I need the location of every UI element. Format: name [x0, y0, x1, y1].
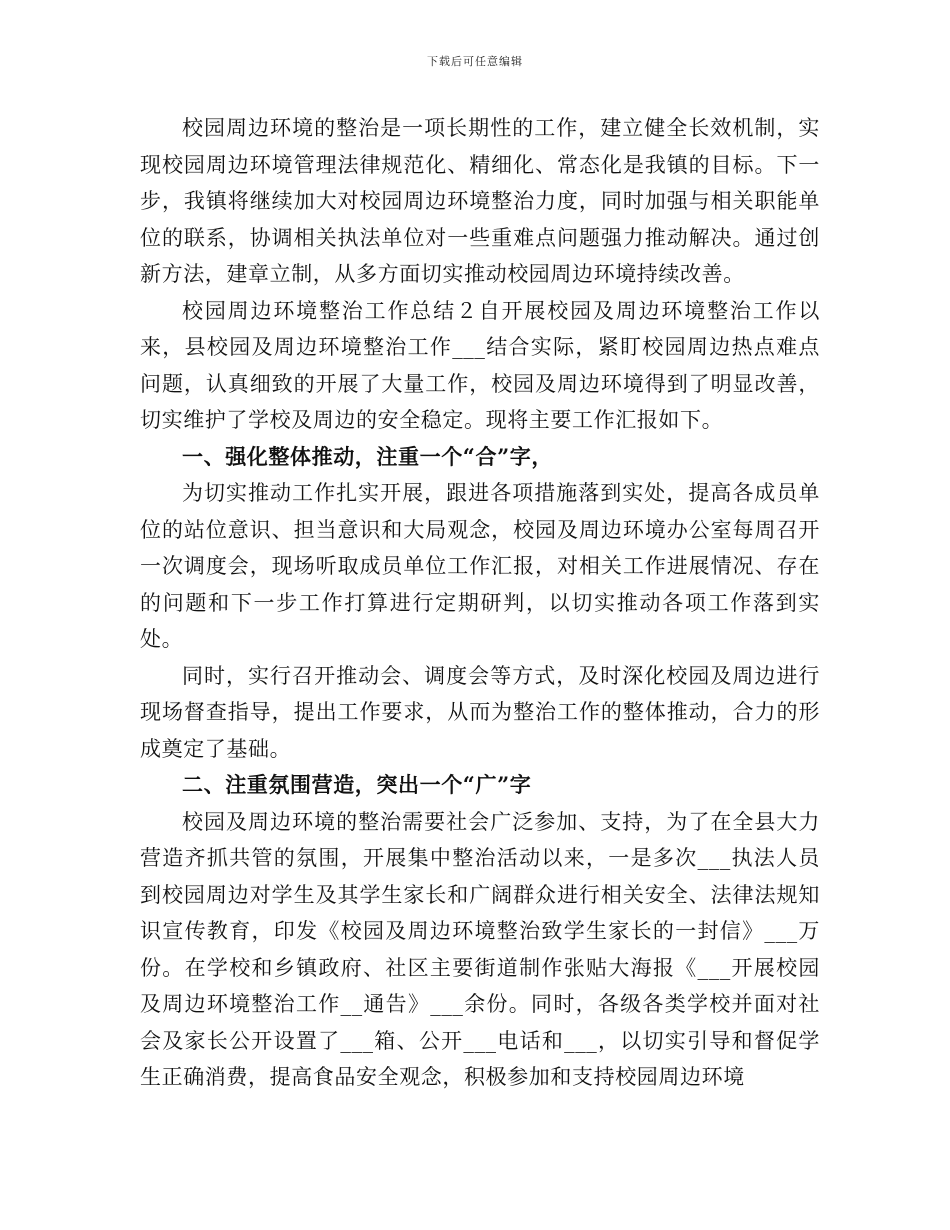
paragraph: 校园及周边环境的整治需要社会广泛参加、支持，为了在全县大力营造齐抓共管的氛围，开展集中整治活动以来，一是多次___执法人员到校园周边对学生及其学生家长和广阔群众进行相关安全、法律法规知识宣传教育，印发《校园及周边环境整治致学生家长的一封信》___万份。在学校和乡镇政府、社区主要街道制作张贴大海报《___开展校园及周边环境整治工作__通告》___余份。同时，各级各类学校并面对社会及家长公开设置了___箱、公开___电话和___，以切实引导和督促学生正确消费，提高食品安全观念，积极参加和支持校园周边环境: [140, 809, 820, 1089]
section-heading: 一、强化整体推动，注重一个“合”字，: [182, 443, 553, 469]
paragraph: 校园周边环境的整治是一项长期性的工作，建立健全长效机制，实现校园周边环境管理法律规范化、精细化、常态化是我镇的目标。下一步，我镇将继续加大对校园周边环境整治力度，同时加强与相关职能单位的联系，协调相关执法单位对一些重难点问题强力推动解决。通过创新方法，建章立制，从多方面切实推动校园周边环境持续改善。: [140, 116, 820, 286]
document-body: [140, 110, 820, 1096]
section-heading: 二、注重氛围营造，突出一个“广”字: [182, 772, 532, 797]
paragraph: 为切实推动工作扎实开展，跟进各项措施落到实处，提高各成员单位的站位意识、担当意识和大局观念，校园及周边环境办公室每周召开一次调度会，现场听取成员单位工作汇报，对相关工作进展情况、存在的问题和下一步工作打算进行定期研判，以切实推动各项工作落到实处。: [140, 481, 820, 651]
page-header: 下载后可任意编辑: [427, 55, 523, 68]
paragraph: 校园周边环境整治工作总结２自开展校园及周边环境整治工作以来，县校园及周边环境整治工作___结合实际，紧盯校园周边热点难点问题，认真细致的开展了大量工作，校园及周边环境得到了明显改善，切实维护了学校及周边的安全稳定。现将主要工作汇报如下。: [140, 298, 820, 432]
paragraph: 同时，实行召开推动会、调度会等方式，及时深化校园及周边进行现场督查指导，提出工作要求，从而为整治工作的整体推动，合力的形成奠定了基础。: [140, 663, 820, 761]
